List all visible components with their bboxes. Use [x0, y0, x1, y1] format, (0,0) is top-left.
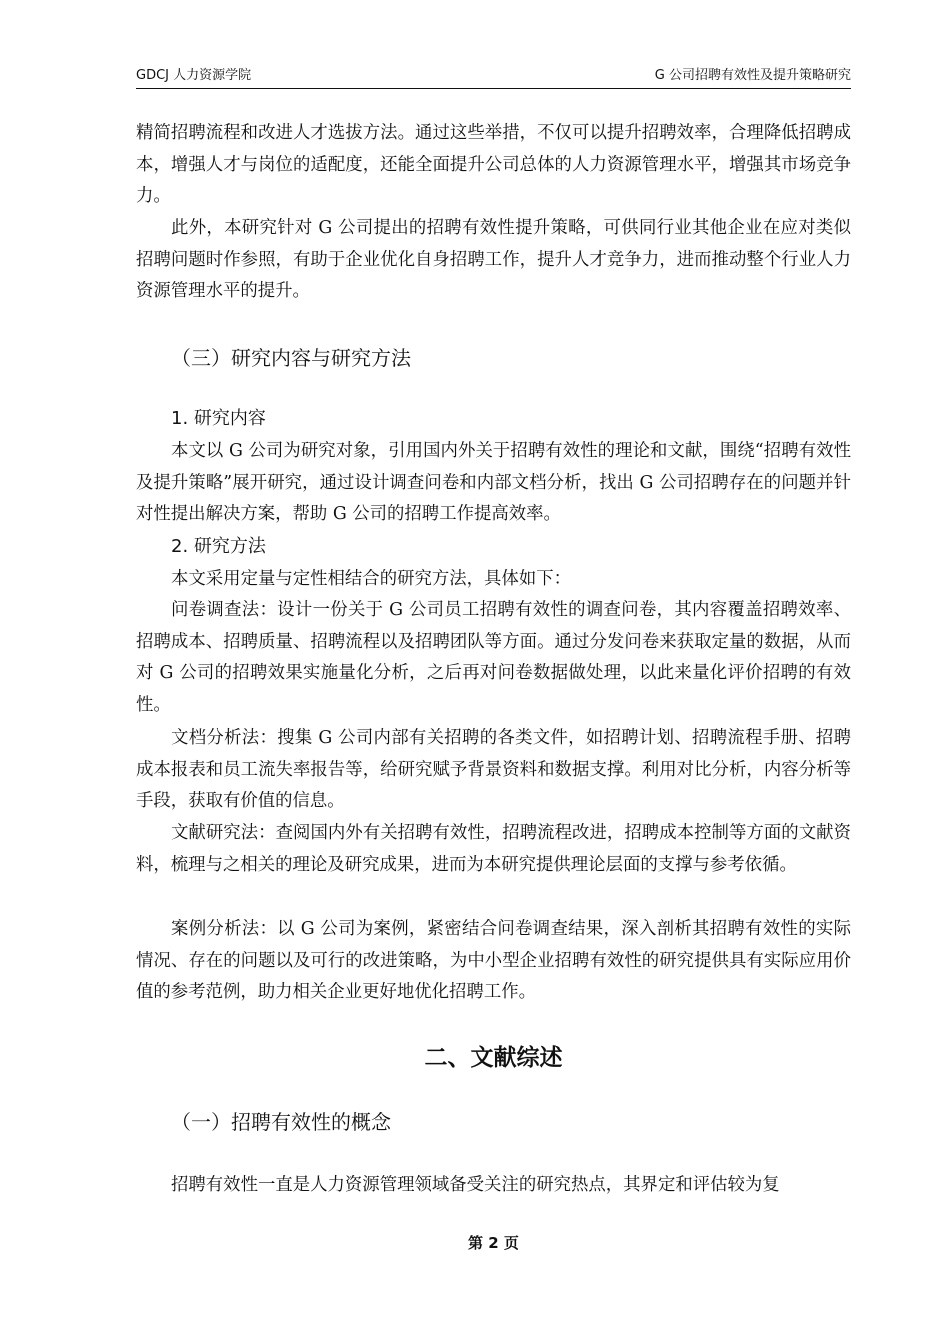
paragraph-continuation: 精简招聘流程和改进人才选拔方法。通过这些举措，不仅可以提升招聘效率，合理降低招聘成本，增强人才与岗位的适配度，还能全面提升公司总体的人力资源管理水平，增强其市场竞争力。: [136, 123, 851, 206]
paragraph-questionnaire-method: 问卷调查法：设计一份关于 G 公司员工招聘有效性的调查问卷，其内容覆盖招聘效率、招聘成本、招聘质量、招聘流程以及招聘团队等方面。通过分发问卷来获取定量的数据，从而对 G 公司的招聘效果实施量化分析，之后再对问卷数据做处理，以此来量化评价招聘的有效性。: [136, 600, 851, 715]
paragraph-research-content: 本文以 G 公司为研究对象，引用国内外关于招聘有效性的理论和文献，围绕“招聘有效性及提升策略”展开研究，通过设计调查问卷和内部文档分析，找出 G 公司招聘存在的问题并针对性提出解决方案，帮助 G 公司的招聘工作提高效率。: [136, 441, 851, 524]
paragraph-concept-intro: 招聘有效性一直是人力资源管理领域备受关注的研究热点，其界定和评估较为复: [171, 1175, 780, 1195]
paragraph-case-analysis-method: 案例分析法：以 G 公司为案例，紧密结合问卷调查结果，深入剖析其招聘有效性的实际情况、存在的问题以及可行的改进策略，为中小型企业招聘有效性的研究提供具有实际应用价值的参考范例，助力相关企业更好地优化招聘工作。: [136, 919, 851, 1002]
header-document-title: G 公司招聘有效性及提升策略研究: [654, 68, 851, 83]
subheading-research-content: 1. 研究内容: [171, 408, 266, 429]
paragraph-document-analysis-method: 文档分析法：搜集 G 公司内部有关招聘的各类文件，如招聘计划、招聘流程手册、招聘成本报表和员工流失率报告等，给研究赋予背景资料和数据支撑。利用对比分析，内容分析等手段，获取有价值的信息。: [136, 728, 851, 811]
chapter-heading-literature-review: 二、文献综述: [424, 1045, 563, 1071]
paragraph-significance: 此外，本研究针对 G 公司提出的招聘有效性提升策略，可供同行业其他企业在应对类似招聘问题时作参照，有助于企业优化自身招聘工作，提升人才竞争力，进而推动整个行业人力资源管理水平的提升。: [136, 218, 851, 301]
section-heading-research-content-methods: （三）研究内容与研究方法: [171, 346, 411, 370]
paragraph-literature-method: 文献研究法：查阅国内外有关招聘有效性，招聘流程改进，招聘成本控制等方面的文献资料，梳理与之相关的理论及研究成果，进而为本研究提供理论层面的支撑与参考依循。: [136, 823, 851, 875]
section-heading-recruitment-effectiveness-concept: （一）招聘有效性的概念: [171, 1110, 391, 1134]
paragraph-methods-intro: 本文采用定量与定性相结合的研究方法，具体如下：: [171, 569, 571, 589]
page-header: [136, 66, 851, 89]
page-number: 第 2 页: [468, 1234, 519, 1252]
header-institution: GDCJ 人力资源学院: [136, 68, 252, 83]
subheading-research-methods: 2. 研究方法: [171, 536, 266, 557]
